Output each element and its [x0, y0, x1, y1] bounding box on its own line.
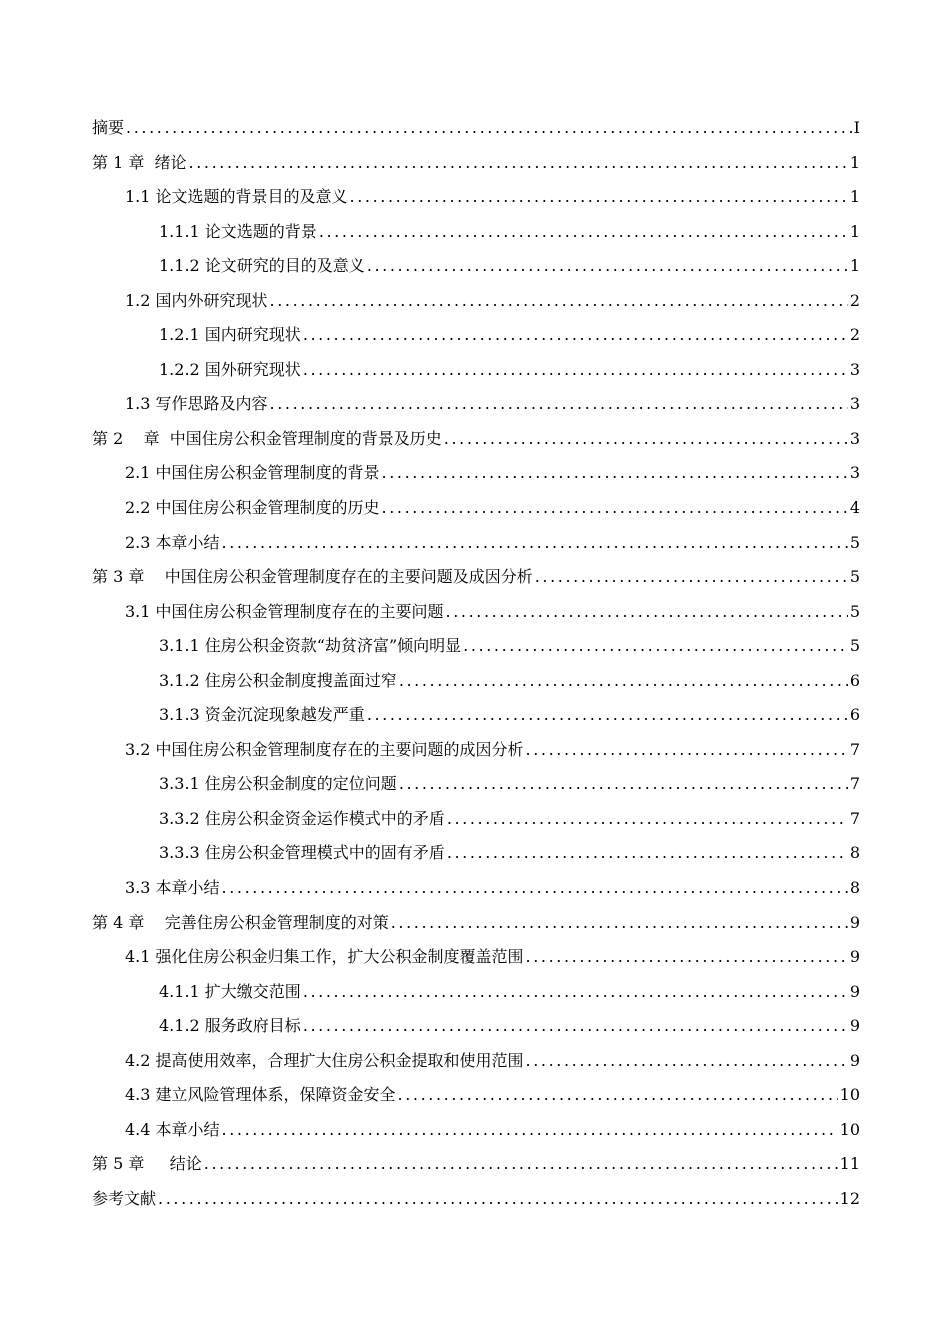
- toc-entry-page-number: 3: [849, 428, 860, 448]
- toc-entry-title: 3.1.1 住房公积金资款“劫贫济富”倾向明显: [159, 636, 462, 656]
- toc-dot-leader: [303, 975, 848, 1010]
- toc-entry-page-number: 2: [849, 290, 860, 310]
- toc-entry-page-number: 10: [839, 1085, 860, 1105]
- toc-entry-title: 4.3 建立风险管理体系，保障资金安全: [125, 1085, 396, 1105]
- toc-dot-leader: [447, 836, 848, 871]
- toc-dot-leader: [382, 491, 848, 526]
- toc-entry-title: 1.3 写作思路及内容: [125, 394, 268, 414]
- toc-entry-title: 2.2 中国住房公积金管理制度的历史: [125, 498, 380, 518]
- toc-entry[interactable]: [92, 215, 860, 250]
- toc-entry[interactable]: [92, 698, 860, 733]
- toc-entry-title: 3.3.2 住房公积金资金运作模式中的矛盾: [159, 808, 445, 828]
- toc-entry[interactable]: [92, 733, 860, 768]
- toc-entry-page-number: 4: [849, 498, 860, 518]
- toc-entry[interactable]: [92, 836, 860, 871]
- toc-entry[interactable]: [92, 767, 860, 802]
- toc-dot-leader: [463, 629, 848, 664]
- toc-entry-page-number: 7: [849, 808, 860, 828]
- toc-entry[interactable]: [92, 1182, 860, 1217]
- toc-entry[interactable]: [92, 387, 860, 422]
- toc-entry[interactable]: [92, 560, 860, 595]
- toc-entry-page-number: 5: [849, 601, 860, 621]
- toc-entry-title: 3.2 中国住房公积金管理制度存在的主要问题的成因分析: [125, 739, 524, 759]
- toc-entry-title: 4.4 本章小结: [125, 1119, 220, 1139]
- toc-entry-title: 1.1 论文选题的背景目的及意义: [125, 187, 348, 207]
- toc-entry-title: 1.1.2 论文研究的目的及意义: [159, 256, 365, 276]
- toc-entry-title: 4.1 强化住房公积金归集工作，扩大公积金制度覆盖范围: [125, 947, 524, 967]
- toc-dot-leader: [526, 940, 848, 975]
- toc-entry-page-number: 7: [849, 739, 860, 759]
- toc-dot-leader: [526, 1044, 848, 1079]
- toc-dot-leader: [303, 353, 848, 388]
- toc-entry[interactable]: [92, 1044, 860, 1079]
- toc-entry[interactable]: [92, 940, 860, 975]
- toc-entry-title: 1.1.1 论文选题的背景: [159, 221, 317, 241]
- toc-entry-title: 3.3.1 住房公积金制度的定位问题: [159, 774, 397, 794]
- toc-entry-page-number: 5: [849, 636, 860, 656]
- toc-entry-title: 参考文献: [92, 1188, 157, 1208]
- toc-entry[interactable]: [92, 180, 860, 215]
- toc-entry[interactable]: [92, 456, 860, 491]
- toc-entry-page-number: 9: [849, 947, 860, 967]
- toc-entry[interactable]: [92, 629, 860, 664]
- toc-entry-title: 3.1.3 资金沉淀现象越发严重: [159, 705, 365, 725]
- toc-entry-title: 4.2 提高使用效率，合理扩大住房公积金提取和使用范围: [125, 1050, 524, 1070]
- toc-entry-page-number: 12: [839, 1188, 860, 1208]
- toc-dot-leader: [189, 146, 848, 181]
- toc-entry-page-number: 3: [849, 359, 860, 379]
- toc-entry-page-number: 1: [849, 187, 860, 207]
- toc-entry[interactable]: [92, 318, 860, 353]
- toc-entry-page-number: 8: [849, 843, 860, 863]
- toc-entry[interactable]: [92, 249, 860, 284]
- toc-dot-leader: [447, 802, 848, 837]
- toc-entry-page-number: 8: [849, 878, 860, 898]
- toc-dot-leader: [350, 180, 848, 215]
- toc-entry-page-number: 9: [849, 981, 860, 1001]
- toc-dot-leader: [222, 871, 848, 906]
- toc-entry-title: 第 5 章 结论: [92, 1154, 202, 1174]
- toc-entry-title: 3.1 中国住房公积金管理制度存在的主要问题: [125, 601, 444, 621]
- toc-entry-title: 3.1.2 住房公积金制度搜盖面过窄: [159, 670, 397, 690]
- toc-entry-page-number: 3: [849, 394, 860, 414]
- toc-entry-title: 第 4 章 完善住房公积金管理制度的对策: [92, 912, 389, 932]
- toc-entry-title: 4.1.1 扩大缴交范围: [159, 981, 301, 1001]
- toc-dot-leader: [391, 906, 848, 941]
- toc-entry-page-number: 1: [849, 221, 860, 241]
- toc-entry[interactable]: [92, 146, 860, 181]
- toc-entry-title: 2.3 本章小结: [125, 532, 220, 552]
- toc-dot-leader: [158, 1182, 838, 1217]
- toc-entry[interactable]: [92, 802, 860, 837]
- toc-entry[interactable]: [92, 975, 860, 1010]
- toc-entry[interactable]: [92, 871, 860, 906]
- toc-entry-page-number: 6: [849, 670, 860, 690]
- toc-dot-leader: [399, 664, 848, 699]
- toc-entry-page-number: 1: [849, 256, 860, 276]
- toc-entry[interactable]: [92, 111, 860, 146]
- toc-entry-page-number: 2: [849, 325, 860, 345]
- toc-entry-page-number: 3: [849, 463, 860, 483]
- toc-entry-title: 第 3 章 中国住房公积金管理制度存在的主要问题及成因分析: [92, 567, 533, 587]
- toc-dot-leader: [319, 215, 848, 250]
- toc-entry-title: 3.3 本章小结: [125, 878, 220, 898]
- toc-entry-page-number: 1: [849, 152, 860, 172]
- toc-dot-leader: [126, 111, 852, 146]
- toc-entry-page-number: 9: [849, 912, 860, 932]
- toc-entry-page-number: 5: [849, 567, 860, 587]
- toc-entry[interactable]: [92, 1113, 860, 1148]
- toc-entry[interactable]: [92, 664, 860, 699]
- toc-dot-leader: [367, 698, 848, 733]
- toc-entry-title: 1.2.2 国外研究现状: [159, 359, 301, 379]
- toc-dot-leader: [398, 1078, 838, 1113]
- toc-entry[interactable]: [92, 1009, 860, 1044]
- toc-entry-page-number: 11: [839, 1154, 860, 1174]
- toc-entry-page-number: 6: [849, 705, 860, 725]
- toc-dot-leader: [526, 733, 848, 768]
- toc-dot-leader: [303, 1009, 848, 1044]
- toc-entry[interactable]: [92, 906, 860, 941]
- toc-entry-title: 4.1.2 服务政府目标: [159, 1016, 301, 1036]
- toc-entry-page-number: I: [853, 118, 860, 137]
- toc-dot-leader: [303, 318, 848, 353]
- toc-entry-page-number: 10: [839, 1119, 860, 1139]
- toc-entry[interactable]: [92, 526, 860, 561]
- toc-entry-page-number: 9: [849, 1016, 860, 1036]
- toc-entry[interactable]: [92, 1147, 860, 1182]
- toc-entry-title: 第 2 章 中国住房公积金管理制度的背景及历史: [92, 428, 442, 448]
- toc-entry[interactable]: [92, 284, 860, 319]
- toc-entry-page-number: 9: [849, 1050, 860, 1070]
- toc-entry[interactable]: [92, 595, 860, 630]
- toc-entry-title: 第 1 章 绪论: [92, 152, 187, 172]
- toc-dot-leader: [444, 422, 848, 457]
- toc-entry-page-number: 5: [849, 532, 860, 552]
- toc-entry[interactable]: [92, 353, 860, 388]
- toc-dot-leader: [270, 284, 848, 319]
- table-of-contents: [92, 111, 860, 1217]
- toc-entry-title: 1.2.1 国内研究现状: [159, 325, 301, 345]
- toc-dot-leader: [446, 595, 848, 630]
- toc-entry-title: 3.3.3 住房公积金管理模式中的固有矛盾: [159, 843, 445, 863]
- toc-entry-title: 摘要: [92, 118, 125, 137]
- toc-entry[interactable]: [92, 1078, 860, 1113]
- toc-dot-leader: [367, 249, 848, 284]
- toc-dot-leader: [204, 1147, 838, 1182]
- toc-dot-leader: [270, 387, 848, 422]
- toc-dot-leader: [382, 456, 848, 491]
- toc-entry[interactable]: [92, 422, 860, 457]
- toc-dot-leader: [399, 767, 848, 802]
- toc-dot-leader: [535, 560, 848, 595]
- toc-dot-leader: [222, 526, 848, 561]
- toc-entry-title: 1.2 国内外研究现状: [125, 290, 268, 310]
- toc-entry[interactable]: [92, 491, 860, 526]
- toc-entry-page-number: 7: [849, 774, 860, 794]
- toc-dot-leader: [222, 1113, 838, 1148]
- toc-entry-title: 2.1 中国住房公积金管理制度的背景: [125, 463, 380, 483]
